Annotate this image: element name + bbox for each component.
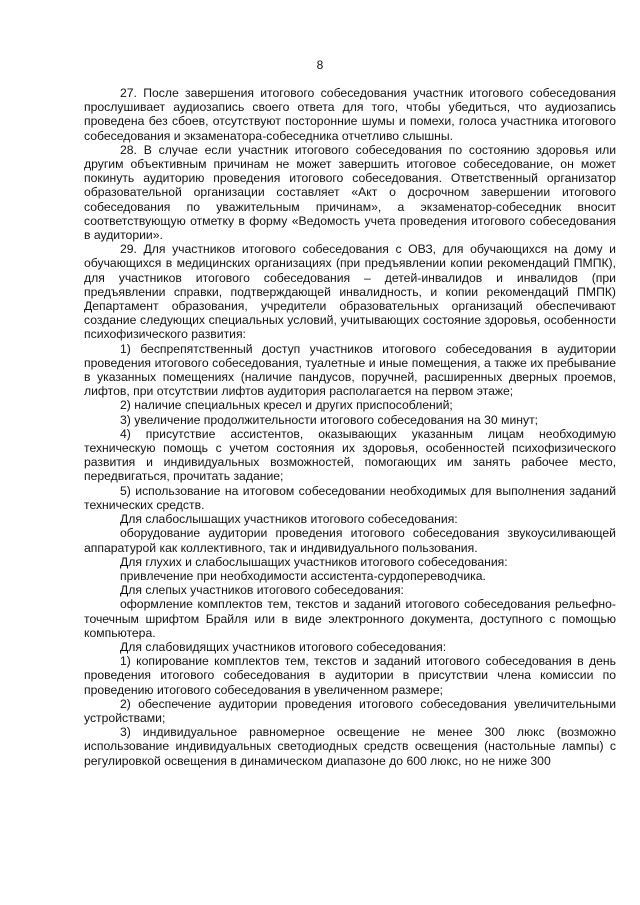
condition-sign-interpreter: привлечение при необходимости ассистента-сурдопереводчика.: [120, 568, 486, 583]
list-item-technical-means: 5) использование на итоговом собеседовании необходимых для выполнения заданий технических средств.: [84, 483, 616, 512]
document-body: [84, 86, 616, 768]
heading-visually-impaired: Для слабовидящих участников итогового собеседования:: [120, 639, 447, 654]
condition-audio-equipment: оборудование аудитории проведения итогового собеседования звукоусиливающей аппаратурой как коллективного, так и индивидуального пользования.: [84, 526, 616, 555]
page-number: 8: [316, 58, 324, 72]
heading-deaf: Для глухих и слабослышащих участников итогового собеседования:: [120, 554, 508, 569]
heading-blind: Для слепых участников итогового собеседования:: [120, 583, 404, 598]
list-item-access: 1) беспрепятственный доступ участников итогового собеседования в аудитории проведения итогового собеседования, туалетные и иные помещения, а также их пребывание в указанных помещениях (наличие пандусов, поручней, расширенных дверных проемов, лифтов, при отсутствии лифтов аудитория располагается на первом этаже;: [84, 341, 616, 399]
paragraph-28: 28. В случае если участник итогового собеседования по состоянию здоровья или другим объективным причинам не может завершить итоговое собеседование, он может покинуть аудиторию проведения итогового собеседования. Ответственный организатор образовательной организации составляет «Акт о досрочном завершении итогового собеседования по уважительным причинам», а экзаменатор-собеседник вносит соответствующую отметку в форму «Ведомость учета проведения итогового собеседования в аудитории».: [84, 142, 616, 243]
paragraph-29: 29. Для участников итогового собеседования с ОВЗ, для обучающихся на дому и обучающихся в медицинских организациях (при предъявлении копии рекомендаций ПМПК), для участников итогового собеседования – детей-инвалидов и инвалидов (при предъявлении справки, подтверждающей инвалидность, и копии рекомендаций ПМПК) Департамент образования, учредители образовательных организаций обеспечивают создание следующих специальных условий, учитывающих состояние здоровья, особенности психофизического развития:: [84, 242, 616, 342]
paragraph-27: 27. После завершения итогового собеседования участник итогового собеседования прослушивает аудиозапись своего ответа для того, чтобы убедиться, что аудиозапись проведена без сбоев, отсутствуют посторонние шумы и помехи, голоса участника итогового собеседования и экзаменатора-собеседника отчетливо слышны.: [84, 86, 616, 143]
list-item-assistants: 4) присутствие ассистентов, оказывающих указанным лицам необходимую техническую помощь с учетом состояния их здоровья, особенностей психофизического развития и индивидуальных возможностей, помогающих им занять рабочее место, передвигаться, прочитать задание;: [84, 426, 616, 484]
condition-enlarged-copy: 1) копирование комплектов тем, текстов и заданий итогового собеседования в день проведения итогового собеседования в аудитории в присутствии члена комиссии по проведению итогового собеседования в увеличенном размере;: [84, 654, 616, 697]
condition-lighting: 3) индивидуальное равномерное освещение не менее 300 люкс (возможно использование индивидуальных светодиодных средств освещения (настольные лампы) с регулировкой освещения в динамическом диапазоне до 600 люкс, но не ниже 300: [84, 725, 616, 768]
list-item-chairs: 2) наличие специальных кресел и других приспособлений;: [120, 398, 453, 413]
condition-magnifiers: 2) обеспечение аудитории проведения итогового собеседования увеличительными устройствами;: [84, 696, 616, 725]
condition-braille: оформление комплектов тем, текстов и заданий итогового собеседования рельефно-точечным шрифтом Брайля или в виде электронного документа, доступного с помощью компьютера.: [84, 597, 616, 640]
heading-hard-of-hearing: Для слабослышащих участников итогового собеседования:: [120, 512, 458, 527]
list-item-duration: 3) увеличение продолжительности итогового собеседования на 30 минут;: [120, 412, 539, 427]
